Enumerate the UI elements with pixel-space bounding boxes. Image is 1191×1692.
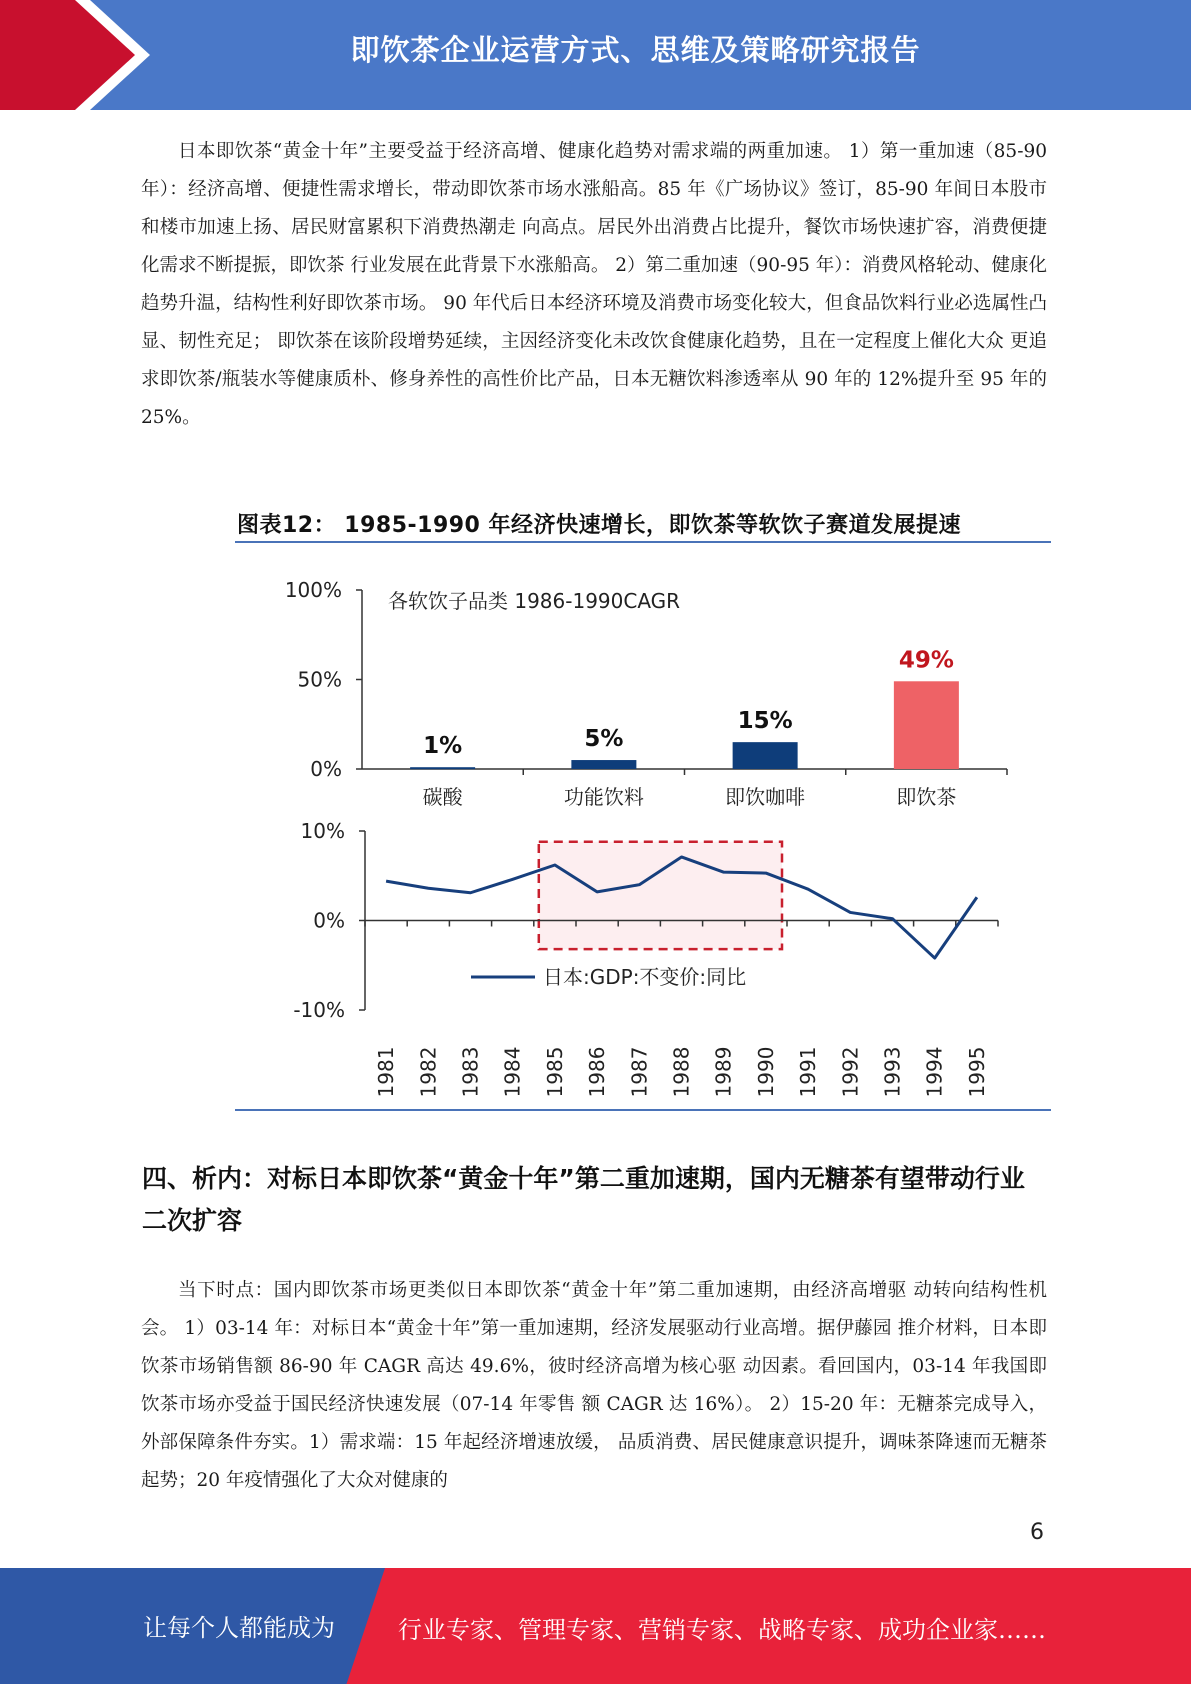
line-x-tick-label: 1987 — [627, 1046, 652, 1098]
line-x-tick-label: 1991 — [796, 1046, 821, 1098]
line-x-tick-label: 1994 — [922, 1046, 947, 1098]
bar-category-label: 碳酸 — [422, 785, 463, 809]
line-x-tick-label: 1986 — [585, 1046, 610, 1098]
body-paragraph-2: 当下时点：国内即饮茶市场更类似日本即饮茶“黄金十年”第二重加速期，由经济高增驱 动转向结构性机会。 1）03-14 年：对标日本“黄金十年”第一重加速期，经济发展驱动行业高增。据伊藤园 推介材料，日本即饮茶市场销售额 86-90 年 CAGR 高达 49.6%，彼时经济高增为核心驱 动因素。看回国内，03-14 年我国即饮茶市场亦受益于国民经济快速发展（07-14 年零售 额 CAGR 达 16%）。 2）15-20 年：无糖茶完成导入，外部保障条件夯实。1）需求端：15 年起经济增速放缓， 品质消费、居民健康意识提升，调味茶降速而无糖茶起势；20 年疫情强化了大众对健康的 — [141, 1280, 1047, 1491]
line-x-tick-label: 1995 — [964, 1046, 989, 1098]
bar-value-label: 49% — [898, 647, 954, 674]
bar-y-tick-label: 100% — [284, 578, 342, 602]
line-y-tick-label: 0% — [313, 908, 345, 933]
bar-value-label: 5% — [584, 726, 624, 753]
bar-value-label: 1% — [423, 733, 463, 760]
bar — [733, 742, 798, 769]
page-number: 6 — [1030, 1520, 1044, 1545]
bar-value-label: 15% — [737, 708, 793, 735]
figure-bottom-rule — [235, 1109, 1051, 1111]
footer-slogan-left: 让每个人都能成为 — [143, 1614, 335, 1642]
figure-title: 图表12： 1985-1990 年经济快速增长，即饮茶等软饮子赛道发展提速 — [237, 513, 962, 538]
section-heading: 四、析内：对标日本即饮茶“黄金十年”第二重加速期，国内无糖茶有望带动行业二次扩容 — [142, 1164, 1025, 1235]
line-x-tick-label: 1989 — [711, 1046, 736, 1098]
line-x-tick-label: 1988 — [669, 1046, 694, 1098]
line-x-tick-label: 1983 — [458, 1046, 483, 1098]
line-chart — [293, 819, 998, 1097]
bar-chart — [285, 578, 1007, 809]
body-paragraph-1: 日本即饮茶“黄金十年”主要受益于经济高增、健康化趋势对需求端的两重加速。 1）第一重加速（85-90 年）：经济高增、便捷性需求增长，带动即饮茶市场水涨船高。85 年《广场协议》签订，85-90 年间日本股市和楼市加速上扬、居民财富累积下消费热潮走 向高点。居民外出消费占比提升，餐饮市场快速扩容，消费便捷化需求不断提振，即饮茶 行业发展在此背景下水涨船高。 2）第二重加速（90-95 年）：消费风格轮动、健康化趋势升温，结构性利好即饮茶市场。 90 年代后日本经济环境及消费市场变化较大，但食品饮料行业必选属性凸显、韧性充足； 即饮茶在该阶段增势延续，主因经济变化未改饮食健康化趋势，且在一定程度上催化大众 更追求即饮茶/瓶装水等健康质朴、修身养性的高性价比产品，日本无糖饮料渗透率从 90 年的 12%提升至 95 年的 25%。 — [141, 141, 1047, 428]
bar-category-label: 功能饮料 — [563, 785, 644, 809]
line-x-tick-label: 1985 — [542, 1046, 567, 1098]
footer-slogan-right: 行业专家、管理专家、营销专家、战略专家、成功企业家…… — [398, 1616, 1046, 1644]
bar-chart-title: 各软饮子品类 1986-1990CAGR — [388, 589, 681, 613]
line-y-tick-label: 10% — [300, 819, 345, 843]
line-x-tick-label: 1990 — [753, 1046, 778, 1098]
line-x-tick-label: 1992 — [838, 1046, 863, 1098]
bar-category-label: 即饮咖啡 — [725, 785, 806, 809]
line-x-tick-label: 1993 — [880, 1046, 905, 1098]
line-x-tick-label: 1984 — [500, 1046, 525, 1098]
line-x-tick-label: 1981 — [374, 1046, 399, 1098]
report-title: 即饮茶企业运营方式、思维及策略研究报告 — [350, 33, 921, 67]
line-x-tick-label: 1982 — [416, 1046, 441, 1098]
bar — [571, 760, 636, 769]
legend-label: 日本:GDP:不变价:同比 — [543, 965, 747, 989]
page-footer — [0, 1568, 1191, 1684]
line-y-tick-label: -10% — [293, 998, 345, 1022]
bar-y-tick-label: 0% — [310, 757, 342, 781]
bar-category-label: 即饮茶 — [896, 785, 957, 809]
bar — [410, 767, 475, 769]
bar-y-tick-label: 50% — [297, 667, 342, 692]
bar — [894, 681, 959, 769]
highlight-box — [539, 842, 782, 949]
